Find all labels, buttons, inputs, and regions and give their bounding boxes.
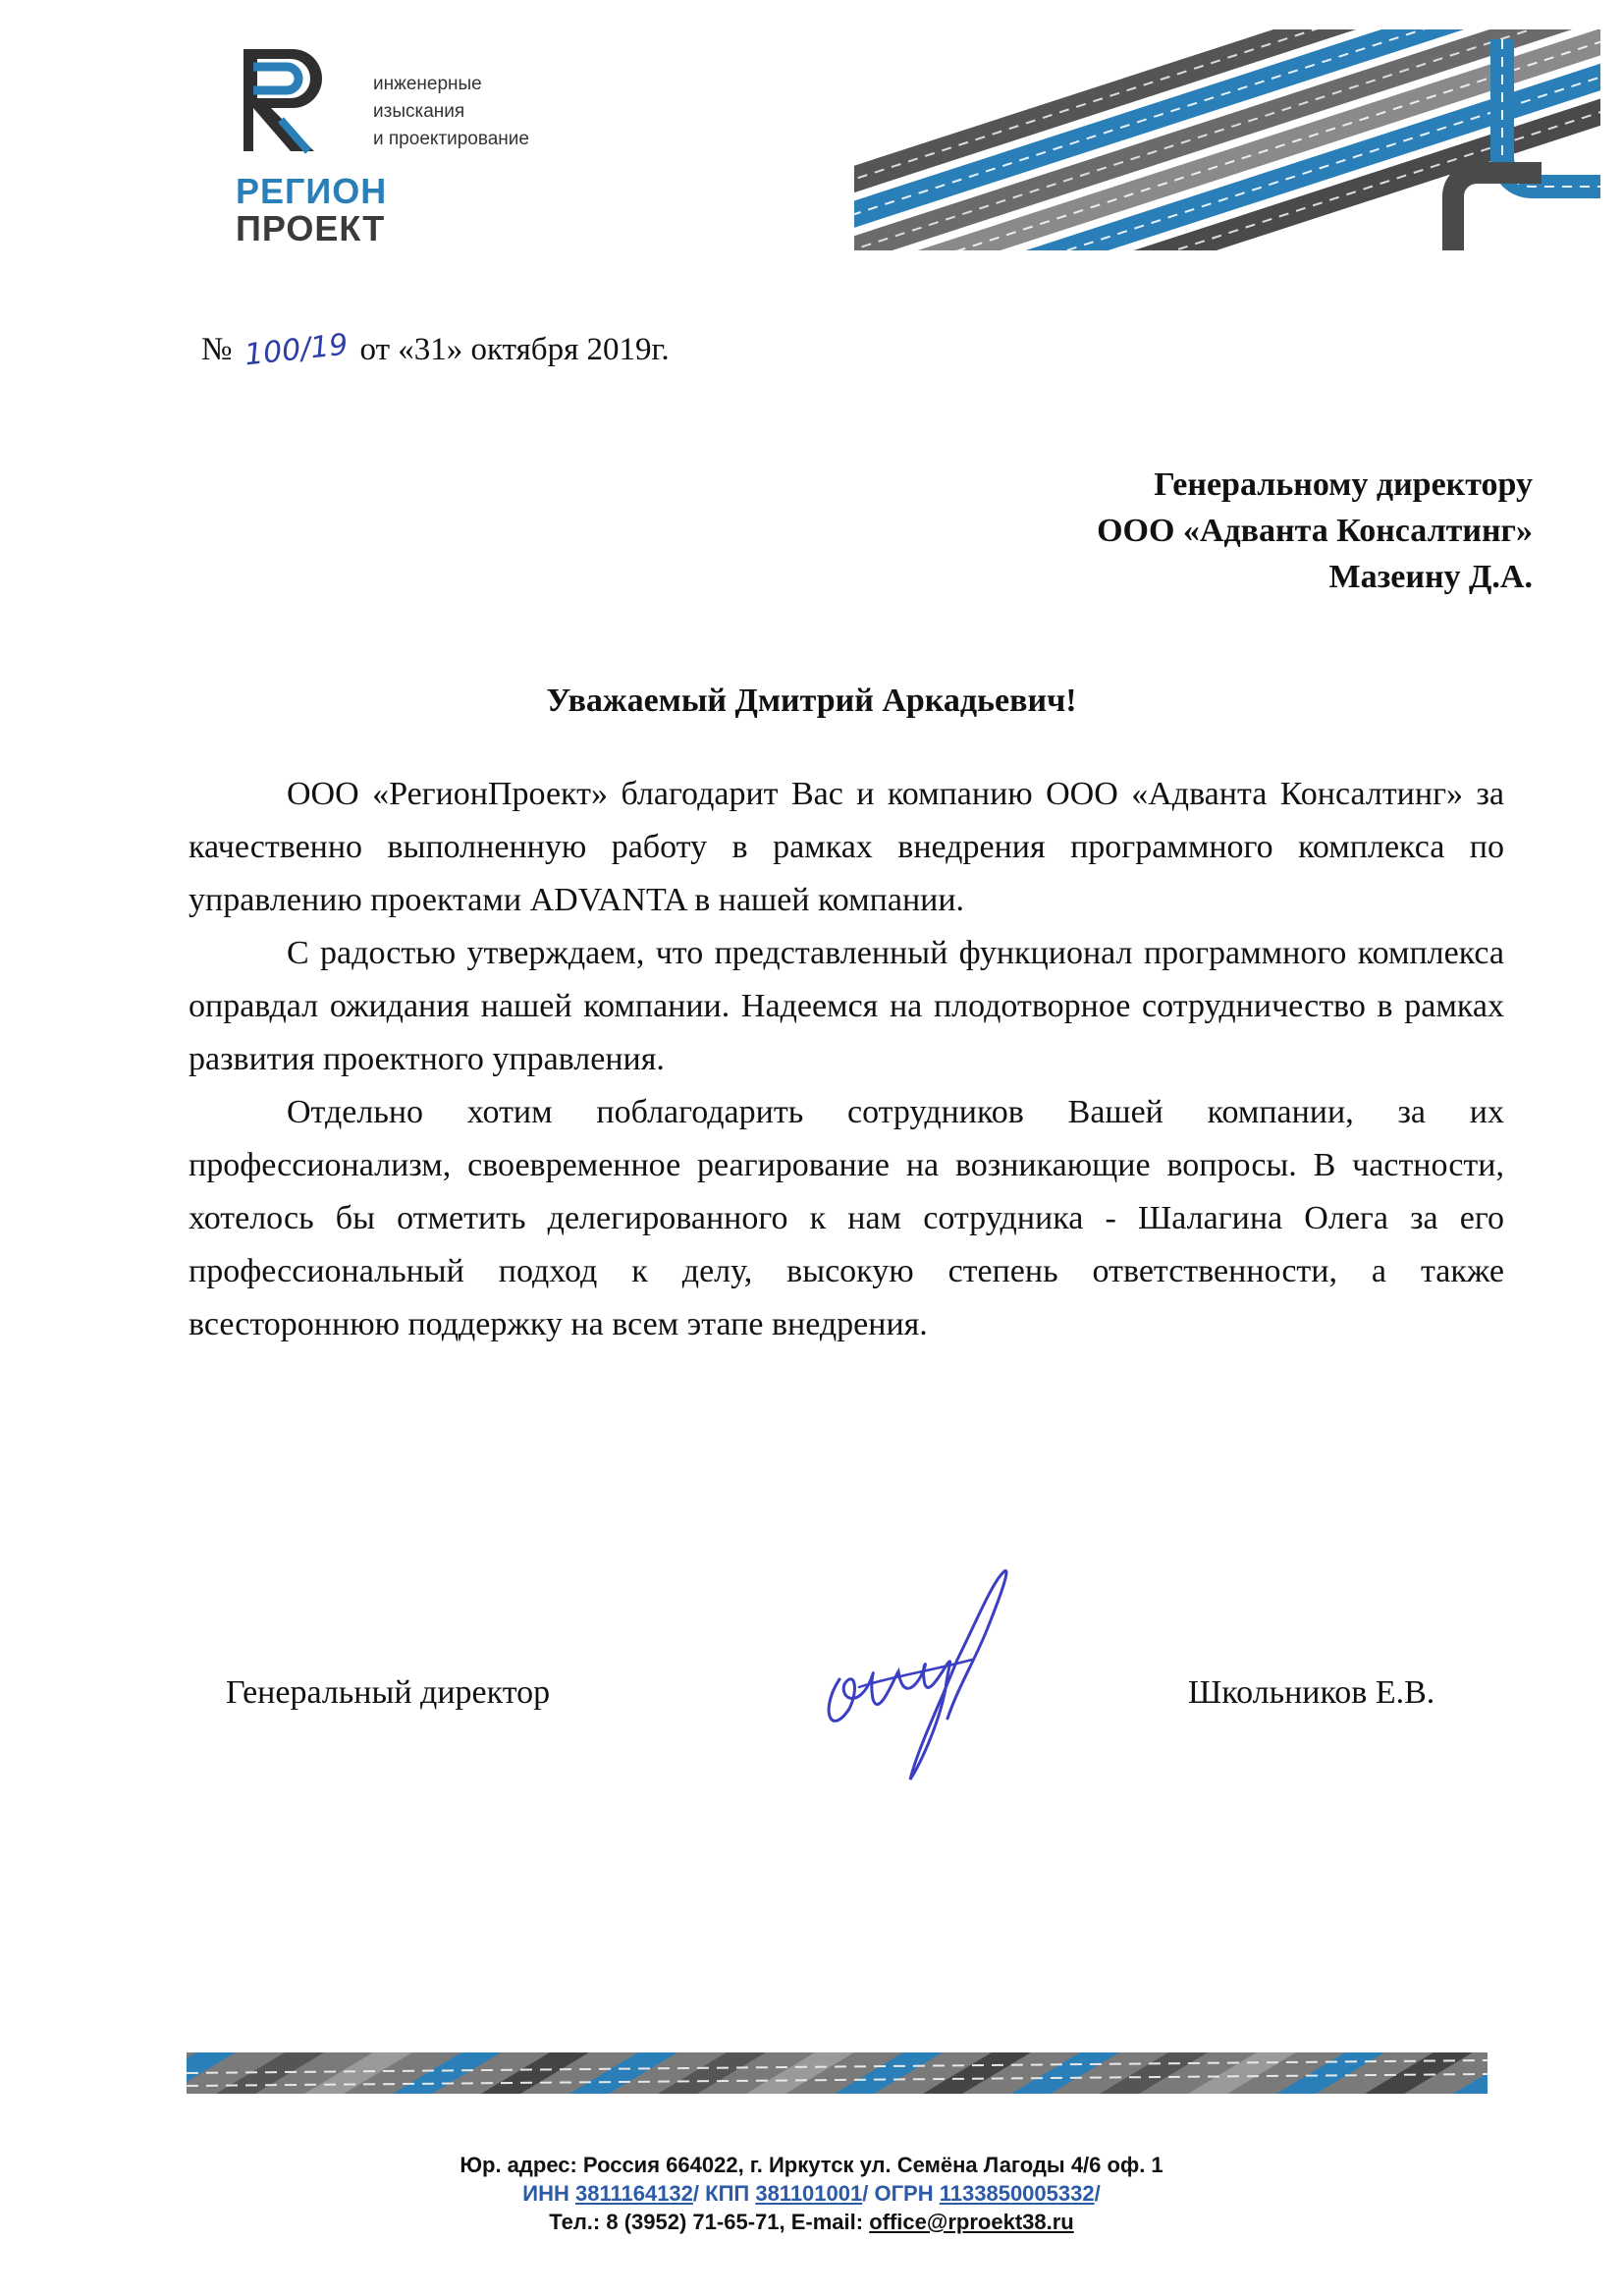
- inn-label: ИНН: [522, 2181, 569, 2206]
- footer-address: Юр. адрес: Россия 664022, г. Иркутск ул. Семёна Лагоды 4/6 оф. 1: [460, 2153, 1163, 2177]
- document-date: от «31» октября 2019г.: [359, 332, 670, 367]
- tagline-line: и проектирование: [373, 129, 529, 149]
- email-label: E-mail:: [790, 2210, 864, 2234]
- logo-tagline: [373, 71, 529, 153]
- addressee-company: ООО «Адванта Консалтинг»: [1097, 513, 1533, 549]
- inn-value: 3811164132: [574, 2181, 693, 2206]
- header-road-stripes-decoration: [854, 29, 1600, 250]
- brand-name: [236, 173, 387, 247]
- brand-line2: ПРОЕКТ: [236, 208, 386, 248]
- body-paragraph: С радостью утверждаем, что представленный функционал программного комплекса оправдал ожидания нашей компании. Надеемся на плодотворное сотрудничество в рамках развития проектного управления.: [189, 935, 1504, 1077]
- regionproekt-logo-icon: [236, 41, 334, 159]
- addressee-name: Мазеину Д.А.: [1328, 559, 1533, 595]
- footer-registration-numbers: ИНН 3811164132/ КПП 381101001/ ОГРН 1133850005332/: [522, 2181, 1101, 2206]
- brand-line1: РЕГИОН: [236, 171, 388, 211]
- salutation: Уважаемый Дмитрий Аркадьевич!: [546, 683, 1077, 719]
- footer-contacts: [0, 2208, 1623, 2236]
- signatory-title: Генеральный директор: [226, 1674, 551, 1711]
- tagline-line: инженерные: [373, 74, 482, 94]
- addressee-position: Генеральному директору: [1154, 466, 1533, 503]
- kpp-value: 381101001: [755, 2181, 863, 2206]
- handwritten-document-number: 100/19: [243, 327, 350, 373]
- ogrn-value: 1133850005332: [939, 2181, 1095, 2206]
- signatory-name: Школьников Е.В.: [1188, 1674, 1435, 1711]
- ogrn-label: ОГРН: [874, 2181, 934, 2206]
- kpp-label: КПП: [705, 2181, 750, 2206]
- addressee-block: [1097, 462, 1533, 600]
- handwritten-signature-icon: [800, 1561, 1026, 1787]
- footer-requisites: [0, 2151, 1623, 2236]
- number-prefix: №: [201, 332, 233, 367]
- document-number-line: [201, 327, 670, 373]
- phone-value: 8 (3952) 71-65-71,: [606, 2210, 785, 2234]
- body-paragraph: ООО «РегионПроект» благодарит Вас и компанию ООО «Адванта Консалтинг» за качественно выполненную работу в рамках внедрения программного комплекса по управлению проектами ADVANTA в нашей компании.: [189, 776, 1504, 918]
- phone-label: Тел.:: [549, 2210, 601, 2234]
- body-paragraph: Отдельно хотим поблагодарить сотрудников Вашей компании, за их профессионализм, своевременное реагирование на возникающие вопросы. В частности, хотелось бы отметить делегированного к нам сотрудника - Шалагина Олега за его профессиональный подход к делу, высокую степень ответственности, а также всестороннюю поддержку на всем этапе внедрения.: [189, 1094, 1504, 1342]
- letter-body: [189, 768, 1504, 1351]
- email-link[interactable]: office@rproekt38.ru: [869, 2210, 1074, 2234]
- tagline-line: изыскания: [373, 101, 465, 122]
- footer-road-stripes-decoration: [187, 2052, 1488, 2094]
